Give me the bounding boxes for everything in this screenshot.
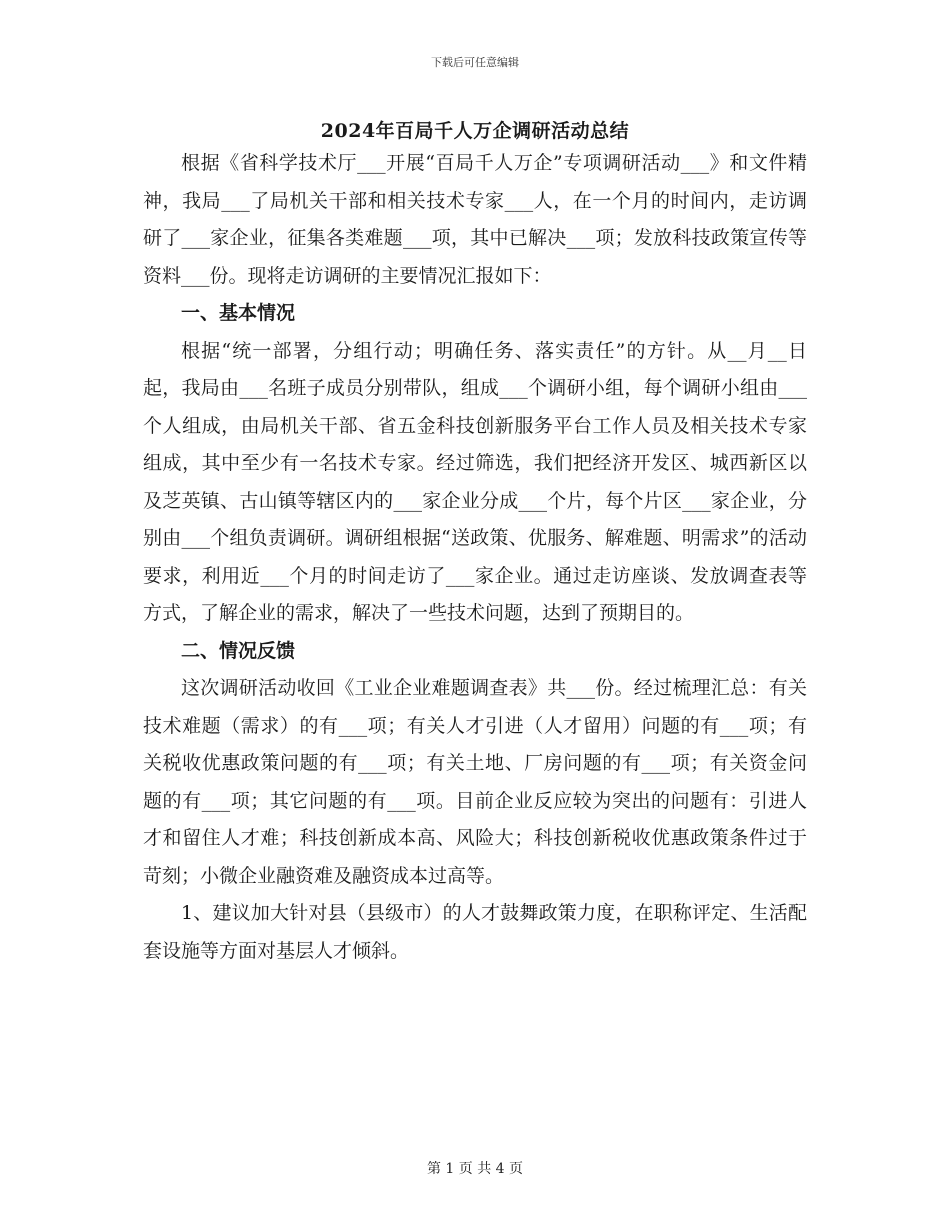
document-title: 2024年百局千人万企调研活动总结 <box>320 120 630 142</box>
document-body <box>143 145 807 970</box>
basic-situation-paragraph: 根据“统一部署，分组行动；明确任务、落实责任”的方针。从__月__日起，我局由___名班子成员分别带队，组成___个调研小组，每个调研小组由___个人组成，由局机关干部、省五金科技创新服务平台工作人员及相关技术专家组成，其中至少有一名技术专家。经过筛选，我们把经济开发区、城西新区以及芝英镇、古山镇等辖区内的___家企业分成___个片，每个片区___家企业，分别由___个组负责调研。调研组根据“送政策、优服务、解难题、明需求”的活动要求，利用近___个月的时间走访了___家企业。通过走访座谈、发放调查表等方式，了解企业的需求，解决了一些技术问题，达到了预期目的。 <box>143 339 807 624</box>
page-number: 第 1 页 共 4 页 <box>426 1161 524 1177</box>
section-heading-feedback: 二、情况反馈 <box>181 639 296 662</box>
feedback-paragraph: 这次调研活动收回《工业企业难题调查表》共___份。经过梳理汇总：有关技术难题（需求）的有___项；有关人才引进（人才留用）问题的有___项；有关税收优惠政策问题的有___项；有关土地、厂房问题的有___项；有关资金问题的有___项；其它问题的有___项。目前企业反应较为突出的问题有：引进人才和留住人才难；科技创新成本高、风险大；科技创新税收优惠政策条件过于苛刻；小微企业融资难及融资成本过高等。 <box>143 677 807 887</box>
section-heading-basic: 一、基本情况 <box>181 302 296 324</box>
page-header-note: 下载后可任意编辑 <box>431 56 519 69</box>
intro-paragraph: 根据《省科学技术厅___开展“百局千人万企”专项调研活动___》和文件精神，我局___了局机关干部和相关技术专家___人，在一个月的时间内，走访调研了___家企业，征集各类难题___项，其中已解决___项；发放科技政策宣传等资料___份。现将走访调研的主要情况汇报如下： <box>143 152 807 287</box>
suggestion-paragraph: 1、建议加大针对县（县级市）的人才鼓舞政策力度，在职称评定、生活配套设施等方面对基层人才倾斜。 <box>143 902 807 962</box>
